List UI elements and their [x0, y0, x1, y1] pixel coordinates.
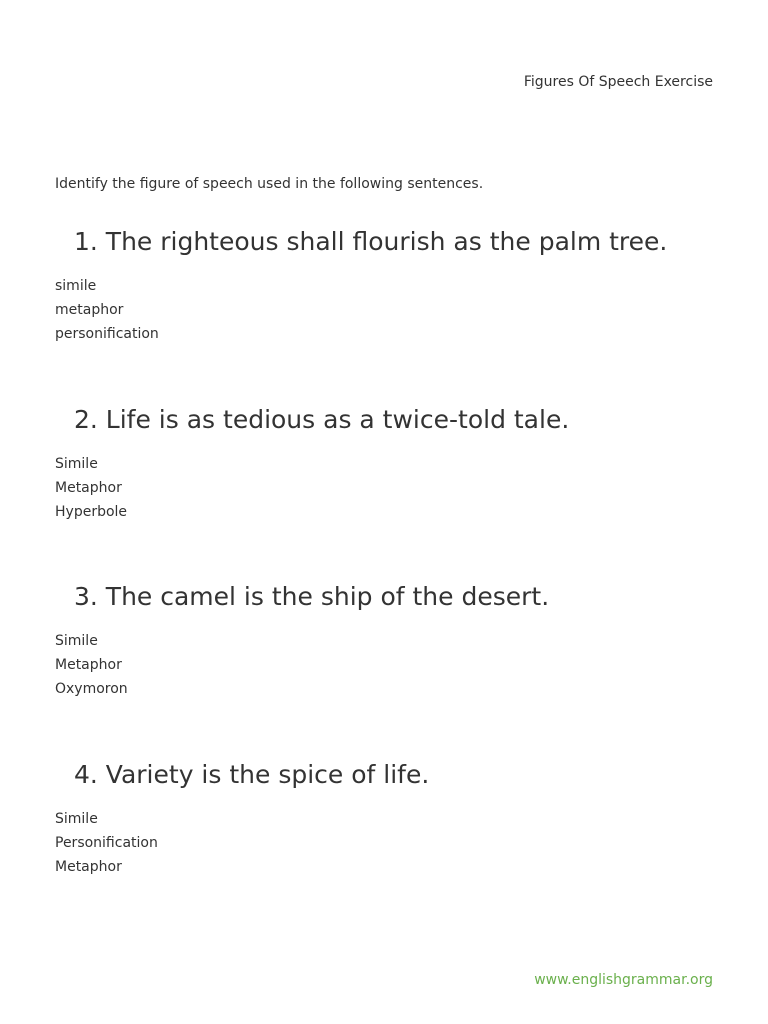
- answer-options: [0, 452, 768, 524]
- question-text: 3. The camel is the ship of the desert.: [74, 582, 550, 611]
- answer-option: personification: [55, 326, 159, 342]
- question-block-3: [0, 581, 768, 701]
- answer-option: Personification: [55, 835, 158, 851]
- document-header-title: Figures Of Speech Exercise: [523, 74, 713, 90]
- question-text: 2. Life is as tedious as a twice-told tale.: [74, 405, 570, 434]
- question-block-1: [0, 226, 768, 346]
- answer-option: Hyperbole: [55, 504, 128, 520]
- answer-options: [0, 629, 768, 701]
- answer-option: metaphor: [55, 302, 124, 318]
- answer-option: Oxymoron: [55, 681, 128, 697]
- footer-site-link[interactable]: www.englishgrammar.org: [534, 972, 713, 988]
- answer-option: Metaphor: [55, 859, 122, 875]
- question-text: 4. Variety is the spice of life.: [74, 760, 430, 789]
- answer-option: Metaphor: [55, 480, 122, 496]
- answer-option: Simile: [55, 456, 98, 472]
- answer-option: Simile: [55, 811, 98, 827]
- answer-options: [0, 274, 768, 346]
- answer-option: Metaphor: [55, 657, 122, 673]
- exercise-instructions: Identify the figure of speech used in the following sentences.: [55, 176, 484, 192]
- question-text: 1. The righteous shall flourish as the palm tree.: [74, 227, 668, 256]
- question-block-4: [0, 759, 768, 879]
- answer-option: simile: [55, 278, 97, 294]
- answer-options: [0, 807, 768, 879]
- answer-option: Simile: [55, 633, 98, 649]
- question-block-2: [0, 404, 768, 524]
